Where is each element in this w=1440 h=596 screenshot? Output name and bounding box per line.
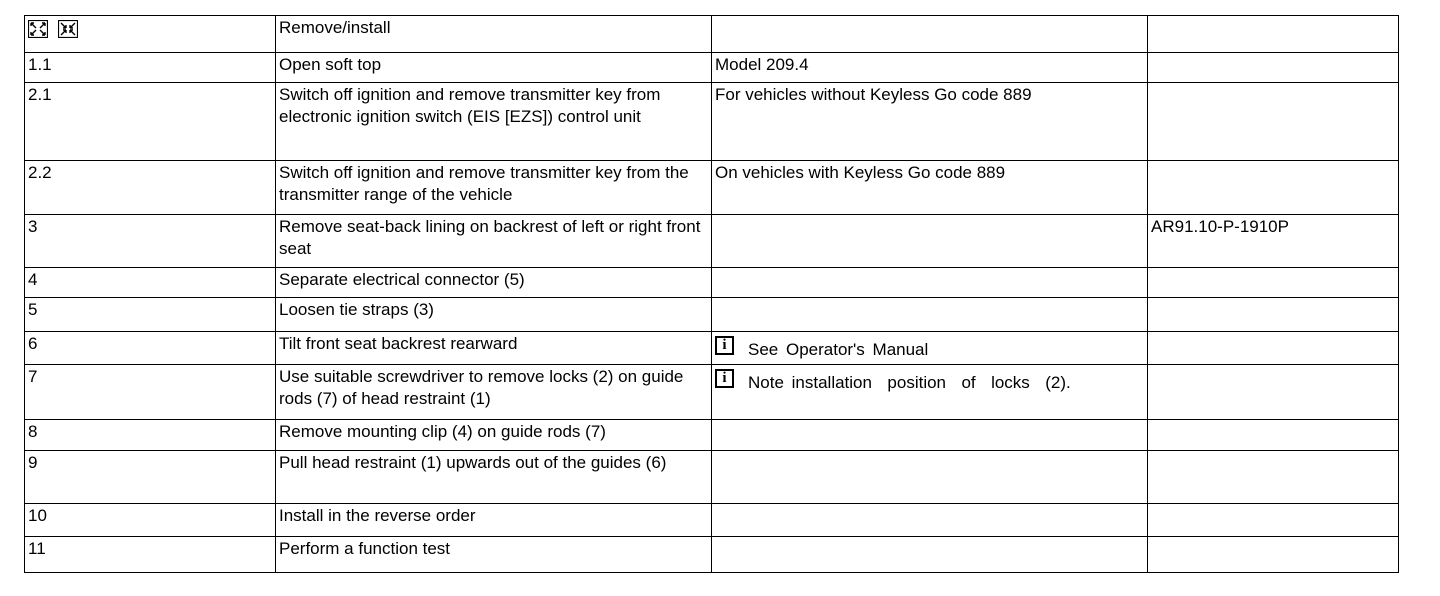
step-number: 10 xyxy=(25,504,276,537)
info-icon: i xyxy=(715,369,734,388)
step-text: Switch off ignition and remove transmitter key from the transmitter range of the vehicle xyxy=(276,161,712,215)
step-row xyxy=(25,420,1399,451)
step-row xyxy=(25,268,1399,298)
step-note: On vehicles with Keyless Go code 889 xyxy=(712,161,1148,215)
step-number: 8 xyxy=(25,420,276,451)
step-row xyxy=(25,451,1399,504)
step-row xyxy=(25,83,1399,161)
header-icon-cell xyxy=(25,16,276,53)
procedure-table xyxy=(24,15,1399,573)
step-text: Install in the reverse order xyxy=(276,504,712,537)
step-row xyxy=(25,537,1399,573)
header-ref-cell xyxy=(1148,16,1399,53)
step-number: 1.1 xyxy=(25,53,276,83)
step-text: Tilt front seat backrest rearward xyxy=(276,332,712,365)
step-text: Loosen tie straps (3) xyxy=(276,298,712,332)
step-number: 6 xyxy=(25,332,276,365)
step-row xyxy=(25,53,1399,83)
step-note-cell xyxy=(712,332,1148,365)
step-text: Use suitable screwdriver to remove locks (2) on guide rods (7) of head restraint (1) xyxy=(276,365,712,420)
step-ref xyxy=(1148,161,1399,215)
step-row xyxy=(25,161,1399,215)
step-note: Model 209.4 xyxy=(712,53,1148,83)
step-text: Separate electrical connector (5) xyxy=(276,268,712,298)
step-text: Open soft top xyxy=(276,53,712,83)
step-note xyxy=(712,504,1148,537)
step-row xyxy=(25,365,1399,420)
step-number: 4 xyxy=(25,268,276,298)
step-number: 9 xyxy=(25,451,276,504)
header-row xyxy=(25,16,1399,53)
step-note xyxy=(712,268,1148,298)
step-row xyxy=(25,332,1399,365)
step-number: 2.2 xyxy=(25,161,276,215)
step-number: 11 xyxy=(25,537,276,573)
step-number: 7 xyxy=(25,365,276,420)
step-number: 3 xyxy=(25,215,276,268)
step-note: Note installation position of locks (2). xyxy=(748,373,1071,392)
step-text: Remove seat-back lining on backrest of left or right front seat xyxy=(276,215,712,268)
step-number: 5 xyxy=(25,298,276,332)
step-note xyxy=(712,451,1148,504)
step-ref xyxy=(1148,537,1399,573)
step-ref xyxy=(1148,504,1399,537)
step-ref: AR91.10-P-1910P xyxy=(1148,215,1399,268)
step-note: See Operator's Manual xyxy=(748,340,929,359)
step-text: Remove mounting clip (4) on guide rods (7) xyxy=(276,420,712,451)
step-ref xyxy=(1148,332,1399,365)
step-ref xyxy=(1148,420,1399,451)
step-note xyxy=(712,215,1148,268)
step-note xyxy=(712,298,1148,332)
collapse-all-icon[interactable] xyxy=(58,20,78,38)
step-text: Pull head restraint (1) upwards out of the guides (6) xyxy=(276,451,712,504)
step-ref xyxy=(1148,268,1399,298)
step-ref xyxy=(1148,53,1399,83)
step-row xyxy=(25,504,1399,537)
step-ref xyxy=(1148,83,1399,161)
step-ref xyxy=(1148,298,1399,332)
header-title: Remove/install xyxy=(276,16,712,53)
step-text: Switch off ignition and remove transmitter key from electronic ignition switch (EIS [EZS]) control unit xyxy=(276,83,712,161)
step-number: 2.1 xyxy=(25,83,276,161)
step-note-cell xyxy=(712,365,1148,420)
step-ref xyxy=(1148,451,1399,504)
info-icon: i xyxy=(715,336,734,355)
step-text: Perform a function test xyxy=(276,537,712,573)
header-note-cell xyxy=(712,16,1148,53)
step-note xyxy=(712,420,1148,451)
step-ref xyxy=(1148,365,1399,420)
step-row xyxy=(25,298,1399,332)
step-note xyxy=(712,537,1148,573)
expand-all-icon[interactable] xyxy=(28,20,48,38)
step-row xyxy=(25,215,1399,268)
step-note: For vehicles without Keyless Go code 889 xyxy=(712,83,1148,161)
